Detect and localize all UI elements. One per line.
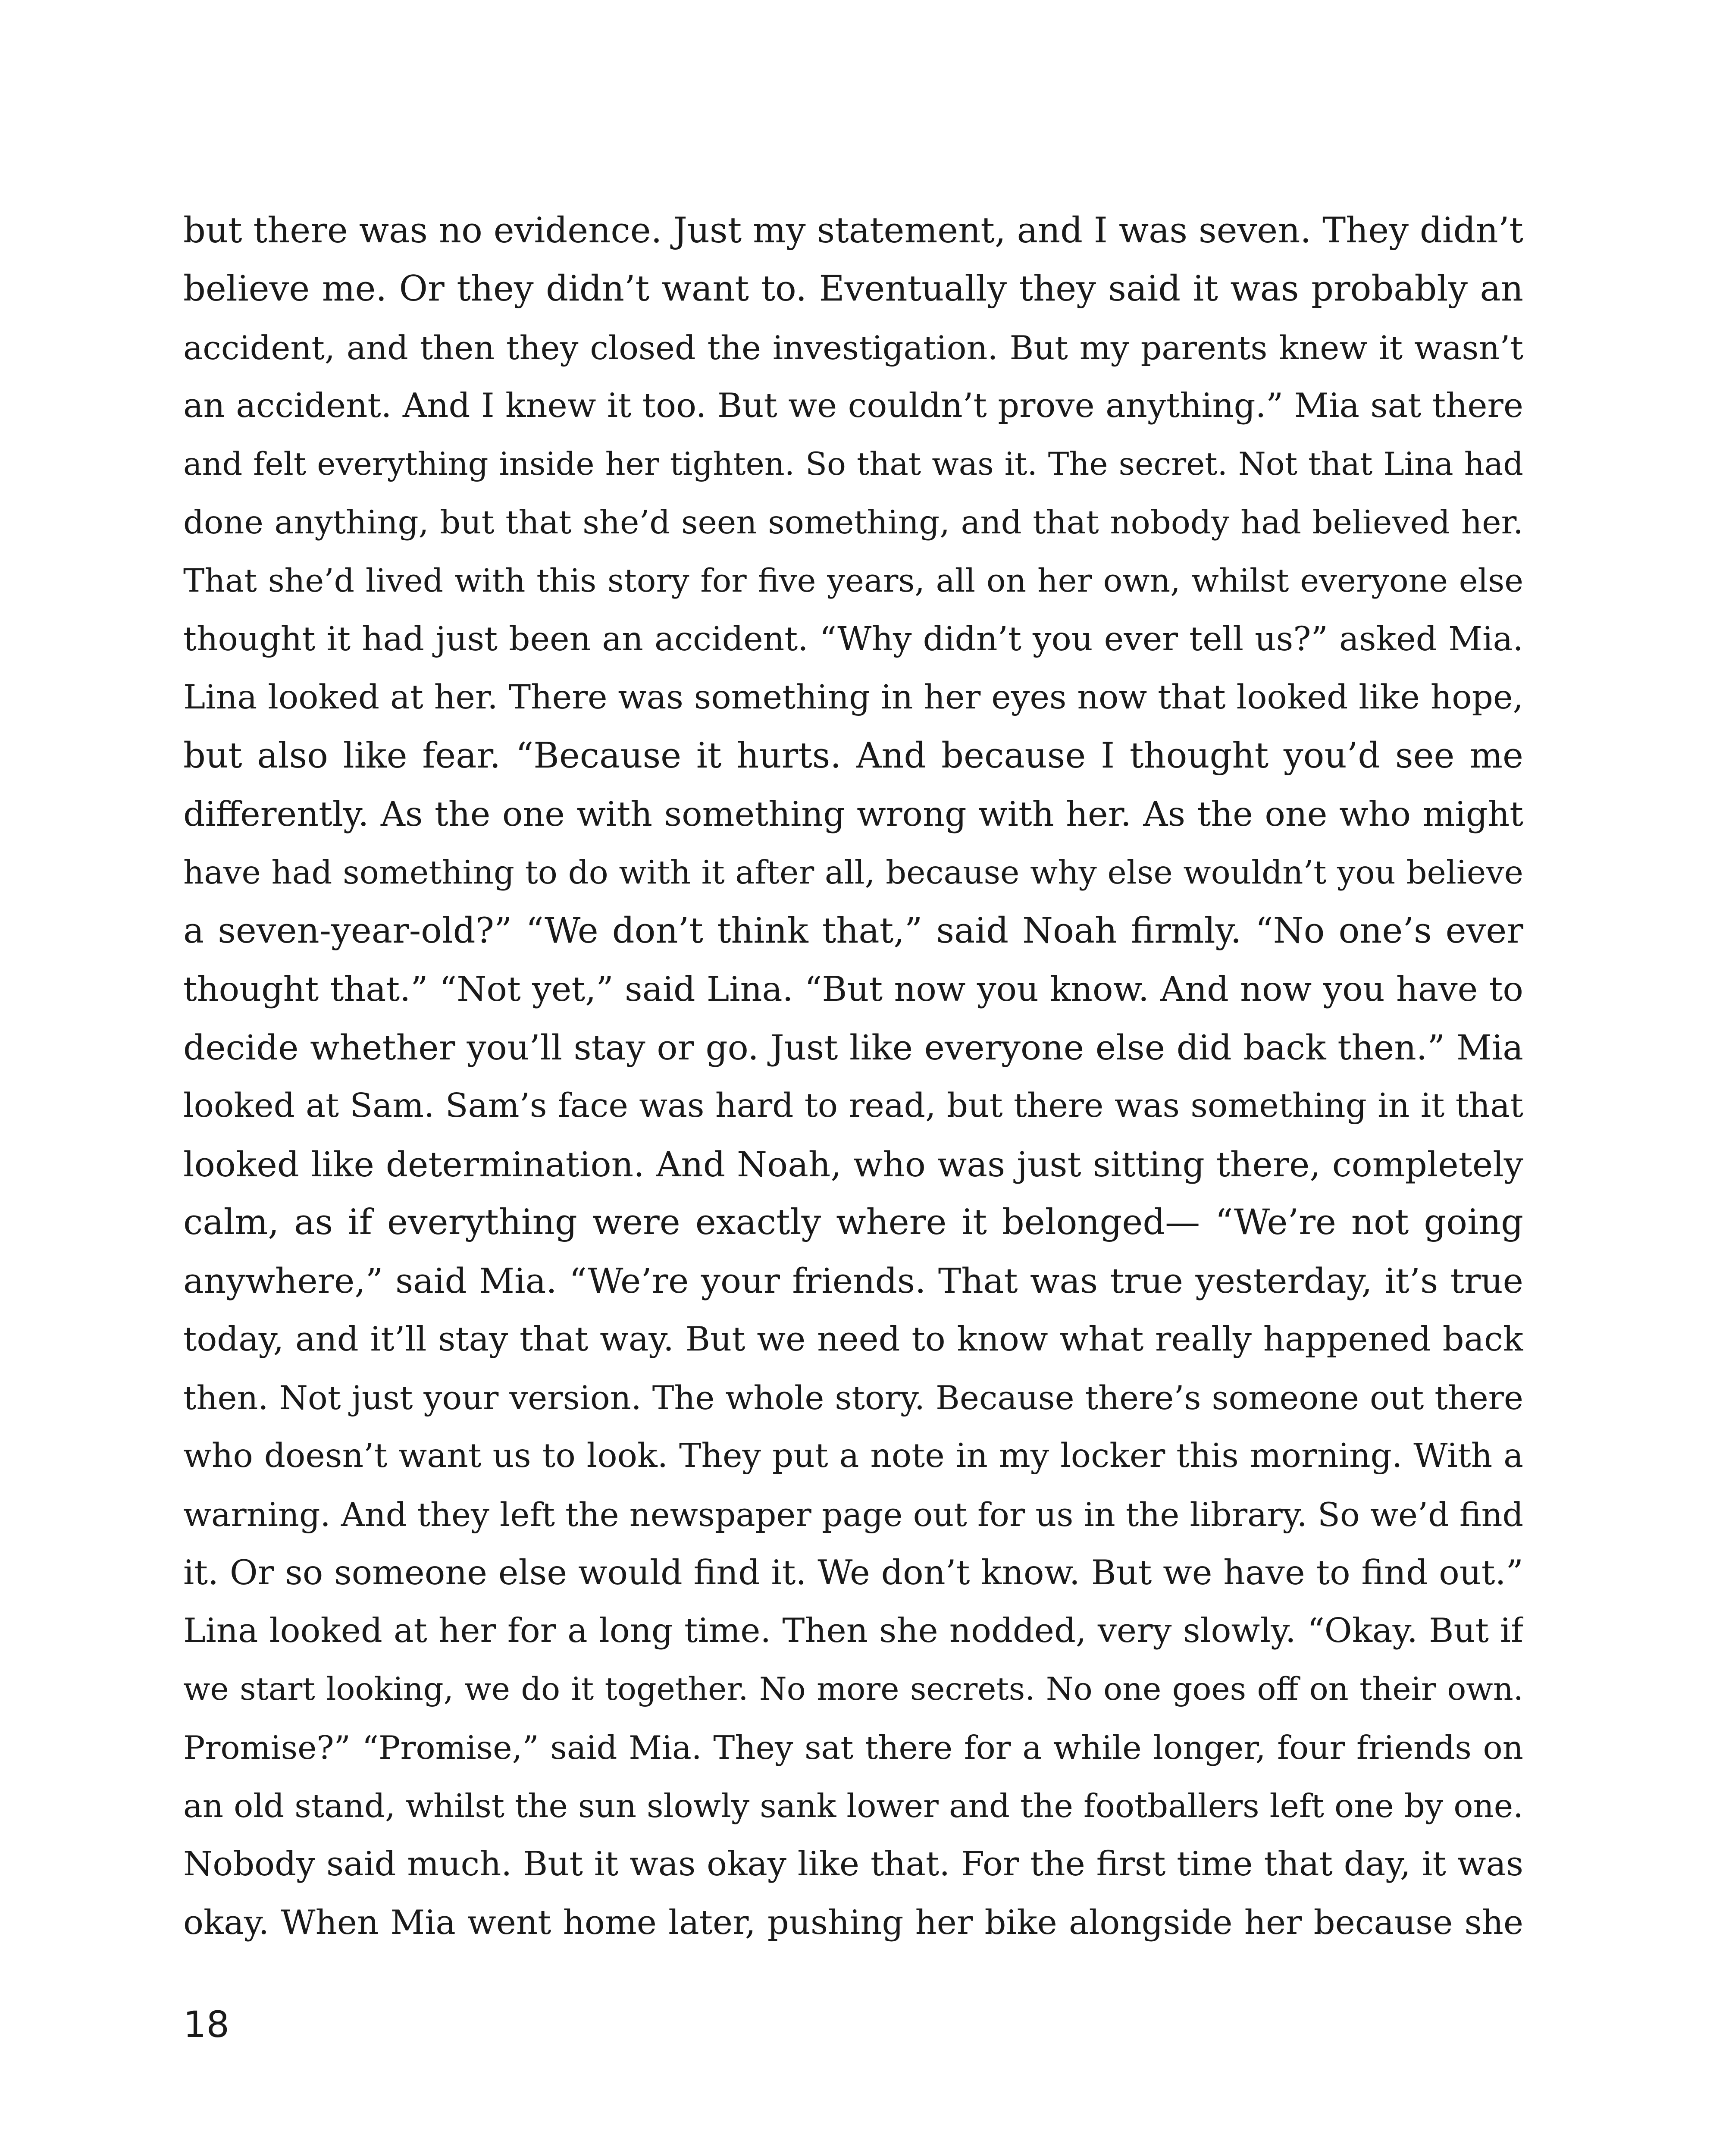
text-line: calm, as if everything were exactly where it belonged— “We’re not going — [183, 1202, 1523, 1243]
text-line: thought that.” “Not yet,” said Lina. “But now you know. And now you have to — [183, 969, 1523, 1009]
text-line: then. Not just your version. The whole story. Because there’s someone out there — [183, 1378, 1523, 1417]
text-line: decide whether you’ll stay or go. Just like everyone else did back then.” Mia — [183, 1028, 1523, 1068]
text-line: but there was no evidence. Just my statement, and I was seven. They didn’t — [183, 210, 1523, 251]
text-line: who doesn’t want us to look. They put a note in my locker this morning. With a — [183, 1437, 1523, 1476]
text-line: done anything, but that she’d seen something, and that nobody had believed her. — [183, 503, 1523, 542]
text-line: believe me. Or they didn’t want to. Eventually they said it was probably an — [183, 269, 1523, 310]
text-line: Promise?” “Promise,” said Mia. They sat there for a while longer, four friends on — [183, 1728, 1523, 1767]
text-line: okay. When Mia went home later, pushing her bike alongside her because she — [183, 1903, 1523, 1942]
text-line: today, and it’ll stay that way. But we need to know what really happened back — [183, 1319, 1523, 1359]
text-line: Lina looked at her for a long time. Then she nodded, very slowly. “Okay. But if — [183, 1611, 1523, 1651]
text-line: That she’d lived with this story for five years, all on her own, whilst everyone else — [183, 562, 1523, 599]
text-line: warning. And they left the newspaper page out for us in the library. So we’d find — [183, 1495, 1523, 1534]
text-line: thought it had just been an accident. “Why didn’t you ever tell us?” asked Mia. — [183, 620, 1523, 659]
text-line: accident, and then they closed the investigation. But my parents knew it wasn’t — [183, 328, 1523, 367]
body-text — [183, 202, 1523, 1952]
text-line: an accident. And I knew it too. But we couldn’t prove anything.” Mia sat there — [183, 386, 1523, 425]
text-line: Nobody said much. But it was okay like that. For the first time that day, it was — [183, 1845, 1523, 1884]
text-line: and felt everything inside her tighten. So that was it. The secret. Not that Lina had — [183, 446, 1523, 483]
text-line: looked at Sam. Sam’s face was hard to read, but there was something in it that — [183, 1087, 1523, 1125]
page-number: 18 — [183, 2003, 229, 2046]
text-line: have had something to do with it after all, because why else wouldn’t you believe — [183, 853, 1523, 892]
text-line: differently. As the one with something wrong with her. As the one who might — [183, 794, 1523, 834]
text-line: looked like determination. And Noah, who was just sitting there, completely — [183, 1144, 1523, 1185]
text-line: it. Or so someone else would find it. We don’t know. But we have to find out.” — [183, 1552, 1523, 1592]
text-line: Lina looked at her. There was something in her eyes now that looked like hope, — [183, 678, 1523, 717]
text-line: but also like fear. “Because it hurts. And because I thought you’d see me — [183, 735, 1523, 776]
text-line: anywhere,” said Mia. “We’re your friends. That was true yesterday, it’s true — [183, 1261, 1523, 1301]
text-line: a seven-year-old?” “We don’t think that,” said Noah firmly. “No one’s ever — [183, 910, 1523, 951]
text-line: an old stand, whilst the sun slowly sank lower and the footballers left one by one. — [183, 1787, 1523, 1825]
text-line: we start looking, we do it together. No more secrets. No one goes off on their own. — [183, 1671, 1523, 1708]
